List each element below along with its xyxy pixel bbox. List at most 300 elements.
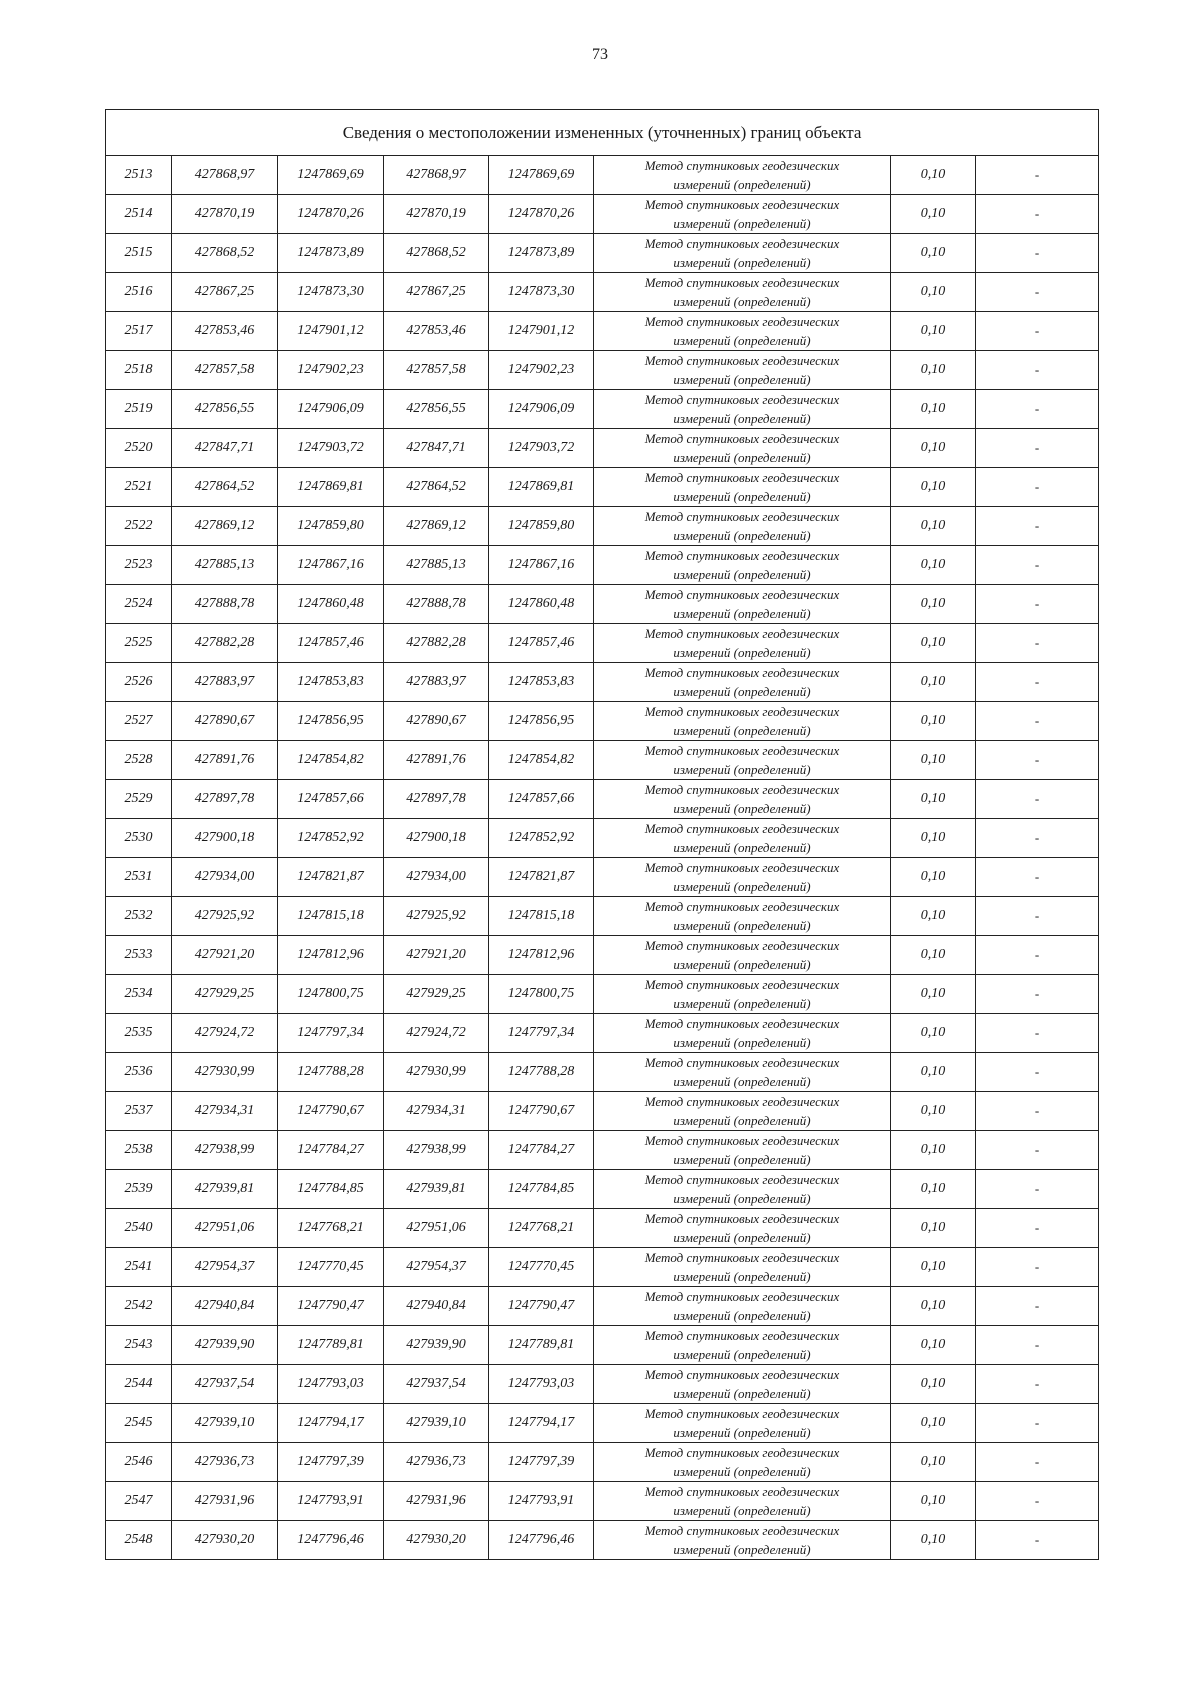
existing-y-cell: 1247860,48 <box>278 585 384 624</box>
refined-x-cell: 427930,20 <box>384 1521 489 1560</box>
refined-x-cell: 427847,71 <box>384 429 489 468</box>
table-row <box>106 1131 1099 1170</box>
point-number-cell: 2513 <box>106 156 172 195</box>
refined-y-cell: 1247854,82 <box>489 741 594 780</box>
point-number-cell: 2543 <box>106 1326 172 1365</box>
description-cell: - <box>976 624 1099 663</box>
existing-y-cell: 1247784,85 <box>278 1170 384 1209</box>
method-cell <box>594 1209 891 1248</box>
method-text-line2: измерений (определений) <box>673 1308 811 1323</box>
description-cell: - <box>976 1053 1099 1092</box>
existing-y-cell: 1247870,26 <box>278 195 384 234</box>
existing-y-cell: 1247859,80 <box>278 507 384 546</box>
point-number-cell: 2548 <box>106 1521 172 1560</box>
refined-y-cell: 1247815,18 <box>489 897 594 936</box>
existing-x-cell: 427954,37 <box>172 1248 278 1287</box>
existing-x-cell: 427857,58 <box>172 351 278 390</box>
existing-y-cell: 1247867,16 <box>278 546 384 585</box>
precision-cell: 0,10 <box>891 858 976 897</box>
point-number-cell: 2535 <box>106 1014 172 1053</box>
description-cell: - <box>976 468 1099 507</box>
method-text-line2: измерений (определений) <box>673 957 811 972</box>
existing-y-cell: 1247794,17 <box>278 1404 384 1443</box>
method-text-line1: Метод спутниковых геодезических <box>644 236 840 251</box>
page-number: 73 <box>592 46 608 63</box>
method-text-line2: измерений (определений) <box>673 1230 811 1245</box>
method-text-line1: Метод спутниковых геодезических <box>644 1133 840 1148</box>
method-text-line1: Метод спутниковых геодезических <box>644 1250 840 1265</box>
method-text-line2: измерений (определений) <box>673 840 811 855</box>
point-number-cell: 2527 <box>106 702 172 741</box>
point-number-cell: 2529 <box>106 780 172 819</box>
refined-x-cell: 427897,78 <box>384 780 489 819</box>
point-number-cell: 2536 <box>106 1053 172 1092</box>
refined-y-cell: 1247857,46 <box>489 624 594 663</box>
table-row <box>106 468 1099 507</box>
point-number-cell: 2525 <box>106 624 172 663</box>
description-cell: - <box>976 858 1099 897</box>
description-cell: - <box>976 702 1099 741</box>
method-text-line2: измерений (определений) <box>673 450 811 465</box>
refined-x-cell: 427954,37 <box>384 1248 489 1287</box>
table-row <box>106 1287 1099 1326</box>
method-text-line2: измерений (определений) <box>673 294 811 309</box>
method-cell <box>594 663 891 702</box>
table-row <box>106 1209 1099 1248</box>
method-text-line2: измерений (определений) <box>673 645 811 660</box>
existing-x-cell: 427921,20 <box>172 936 278 975</box>
existing-x-cell: 427934,31 <box>172 1092 278 1131</box>
refined-x-cell: 427857,58 <box>384 351 489 390</box>
point-number-cell: 2528 <box>106 741 172 780</box>
method-cell <box>594 1365 891 1404</box>
existing-y-cell: 1247903,72 <box>278 429 384 468</box>
refined-y-cell: 1247869,81 <box>489 468 594 507</box>
existing-x-cell: 427847,71 <box>172 429 278 468</box>
existing-x-cell: 427939,90 <box>172 1326 278 1365</box>
method-text-line2: измерений (определений) <box>673 411 811 426</box>
description-cell: - <box>976 780 1099 819</box>
precision-cell: 0,10 <box>891 819 976 858</box>
point-number-cell: 2516 <box>106 273 172 312</box>
table-row <box>106 624 1099 663</box>
table-row <box>106 1443 1099 1482</box>
method-text-line1: Метод спутниковых геодезических <box>644 938 840 953</box>
description-cell: - <box>976 741 1099 780</box>
existing-y-cell: 1247821,87 <box>278 858 384 897</box>
table-row <box>106 195 1099 234</box>
method-text-line2: измерений (определений) <box>673 879 811 894</box>
description-cell: - <box>976 1131 1099 1170</box>
method-cell <box>594 546 891 585</box>
existing-x-cell: 427885,13 <box>172 546 278 585</box>
description-cell: - <box>976 897 1099 936</box>
refined-y-cell: 1247784,85 <box>489 1170 594 1209</box>
table-row <box>106 312 1099 351</box>
point-number-cell: 2532 <box>106 897 172 936</box>
description-cell: - <box>976 1287 1099 1326</box>
precision-cell: 0,10 <box>891 975 976 1014</box>
existing-y-cell: 1247789,81 <box>278 1326 384 1365</box>
description-cell: - <box>976 351 1099 390</box>
method-text-line2: измерений (определений) <box>673 255 811 270</box>
description-cell: - <box>976 1365 1099 1404</box>
refined-x-cell: 427890,67 <box>384 702 489 741</box>
table-row <box>106 1326 1099 1365</box>
description-cell: - <box>976 234 1099 273</box>
method-text-line2: измерений (определений) <box>673 1542 811 1557</box>
method-text-line1: Метод спутниковых геодезических <box>644 821 840 836</box>
method-cell <box>594 936 891 975</box>
existing-y-cell: 1247793,91 <box>278 1482 384 1521</box>
refined-y-cell: 1247853,83 <box>489 663 594 702</box>
table-row <box>106 273 1099 312</box>
method-cell <box>594 390 891 429</box>
refined-x-cell: 427921,20 <box>384 936 489 975</box>
refined-x-cell: 427934,00 <box>384 858 489 897</box>
refined-y-cell: 1247869,69 <box>489 156 594 195</box>
point-number-cell: 2534 <box>106 975 172 1014</box>
refined-x-cell: 427885,13 <box>384 546 489 585</box>
existing-y-cell: 1247768,21 <box>278 1209 384 1248</box>
precision-cell: 0,10 <box>891 195 976 234</box>
method-cell <box>594 975 891 1014</box>
existing-x-cell: 427924,72 <box>172 1014 278 1053</box>
description-cell: - <box>976 1443 1099 1482</box>
method-text-line1: Метод спутниковых геодезических <box>644 1094 840 1109</box>
description-cell: - <box>976 273 1099 312</box>
description-cell: - <box>976 1404 1099 1443</box>
method-text-line2: измерений (определений) <box>673 1464 811 1479</box>
method-text-line1: Метод спутниковых геодезических <box>644 1055 840 1070</box>
point-number-cell: 2521 <box>106 468 172 507</box>
precision-cell: 0,10 <box>891 585 976 624</box>
table-row <box>106 1170 1099 1209</box>
precision-cell: 0,10 <box>891 702 976 741</box>
method-cell <box>594 429 891 468</box>
point-number-cell: 2541 <box>106 1248 172 1287</box>
method-text-line2: измерений (определений) <box>673 606 811 621</box>
method-text-line2: измерений (определений) <box>673 1074 811 1089</box>
refined-x-cell: 427939,81 <box>384 1170 489 1209</box>
point-number-cell: 2517 <box>106 312 172 351</box>
description-cell: - <box>976 429 1099 468</box>
precision-cell: 0,10 <box>891 1404 976 1443</box>
table-row <box>106 429 1099 468</box>
method-cell <box>594 1443 891 1482</box>
method-text-line1: Метод спутниковых геодезических <box>644 626 840 641</box>
method-text-line1: Метод спутниковых геодезических <box>644 1406 840 1421</box>
existing-y-cell: 1247853,83 <box>278 663 384 702</box>
existing-x-cell: 427890,67 <box>172 702 278 741</box>
existing-x-cell: 427897,78 <box>172 780 278 819</box>
table-row <box>106 1482 1099 1521</box>
method-text-line1: Метод спутниковых геодезических <box>644 509 840 524</box>
point-number-cell: 2547 <box>106 1482 172 1521</box>
method-text-line1: Метод спутниковых геодезических <box>644 1172 840 1187</box>
method-text-line1: Метод спутниковых геодезических <box>644 743 840 758</box>
method-cell <box>594 1014 891 1053</box>
point-number-cell: 2523 <box>106 546 172 585</box>
table-row <box>106 741 1099 780</box>
existing-y-cell: 1247854,82 <box>278 741 384 780</box>
refined-y-cell: 1247873,89 <box>489 234 594 273</box>
existing-y-cell: 1247797,34 <box>278 1014 384 1053</box>
precision-cell: 0,10 <box>891 1443 976 1482</box>
existing-y-cell: 1247856,95 <box>278 702 384 741</box>
precision-cell: 0,10 <box>891 1092 976 1131</box>
description-cell: - <box>976 663 1099 702</box>
method-cell <box>594 897 891 936</box>
refined-y-cell: 1247812,96 <box>489 936 594 975</box>
precision-cell: 0,10 <box>891 312 976 351</box>
existing-y-cell: 1247800,75 <box>278 975 384 1014</box>
method-text-line1: Метод спутниковых геодезических <box>644 548 840 563</box>
method-text-line1: Метод спутниковых геодезических <box>644 587 840 602</box>
precision-cell: 0,10 <box>891 273 976 312</box>
refined-x-cell: 427939,10 <box>384 1404 489 1443</box>
refined-x-cell: 427868,52 <box>384 234 489 273</box>
refined-x-cell: 427937,54 <box>384 1365 489 1404</box>
table-row <box>106 507 1099 546</box>
existing-y-cell: 1247770,45 <box>278 1248 384 1287</box>
point-number-cell: 2526 <box>106 663 172 702</box>
refined-x-cell: 427931,96 <box>384 1482 489 1521</box>
refined-y-cell: 1247902,23 <box>489 351 594 390</box>
refined-y-cell: 1247784,27 <box>489 1131 594 1170</box>
existing-x-cell: 427869,12 <box>172 507 278 546</box>
method-text-line1: Метод спутниковых геодезических <box>644 392 840 407</box>
point-number-cell: 2519 <box>106 390 172 429</box>
refined-x-cell: 427925,92 <box>384 897 489 936</box>
method-cell <box>594 585 891 624</box>
existing-x-cell: 427882,28 <box>172 624 278 663</box>
existing-x-cell: 427867,25 <box>172 273 278 312</box>
table-row <box>106 585 1099 624</box>
method-text-line2: измерений (определений) <box>673 1386 811 1401</box>
method-text-line2: измерений (определений) <box>673 1503 811 1518</box>
description-cell: - <box>976 156 1099 195</box>
point-number-cell: 2533 <box>106 936 172 975</box>
refined-x-cell: 427864,52 <box>384 468 489 507</box>
point-number-cell: 2531 <box>106 858 172 897</box>
existing-x-cell: 427934,00 <box>172 858 278 897</box>
method-cell <box>594 1287 891 1326</box>
description-cell: - <box>976 585 1099 624</box>
table-row <box>106 1521 1099 1560</box>
refined-y-cell: 1247788,28 <box>489 1053 594 1092</box>
existing-x-cell: 427939,81 <box>172 1170 278 1209</box>
description-cell: - <box>976 312 1099 351</box>
refined-y-cell: 1247796,46 <box>489 1521 594 1560</box>
precision-cell: 0,10 <box>891 390 976 429</box>
existing-y-cell: 1247784,27 <box>278 1131 384 1170</box>
method-text-line2: измерений (определений) <box>673 1152 811 1167</box>
method-cell <box>594 624 891 663</box>
method-text-line2: измерений (определений) <box>673 489 811 504</box>
existing-x-cell: 427868,97 <box>172 156 278 195</box>
precision-cell: 0,10 <box>891 156 976 195</box>
method-cell <box>594 780 891 819</box>
existing-y-cell: 1247906,09 <box>278 390 384 429</box>
method-cell <box>594 1248 891 1287</box>
refined-y-cell: 1247903,72 <box>489 429 594 468</box>
method-cell <box>594 702 891 741</box>
existing-x-cell: 427936,73 <box>172 1443 278 1482</box>
method-text-line1: Метод спутниковых геодезических <box>644 1289 840 1304</box>
method-text-line2: измерений (определений) <box>673 1113 811 1128</box>
refined-y-cell: 1247797,39 <box>489 1443 594 1482</box>
existing-y-cell: 1247901,12 <box>278 312 384 351</box>
precision-cell: 0,10 <box>891 546 976 585</box>
refined-y-cell: 1247768,21 <box>489 1209 594 1248</box>
refined-y-cell: 1247860,48 <box>489 585 594 624</box>
method-text-line1: Метод спутниковых геодезических <box>644 1523 840 1538</box>
refined-y-cell: 1247859,80 <box>489 507 594 546</box>
description-cell: - <box>976 390 1099 429</box>
point-number-cell: 2540 <box>106 1209 172 1248</box>
precision-cell: 0,10 <box>891 936 976 975</box>
precision-cell: 0,10 <box>891 234 976 273</box>
table-row <box>106 663 1099 702</box>
method-text-line2: измерений (определений) <box>673 528 811 543</box>
method-text-line1: Метод спутниковых геодезических <box>644 665 840 680</box>
method-text-line2: измерений (определений) <box>673 801 811 816</box>
existing-x-cell: 427891,76 <box>172 741 278 780</box>
precision-cell: 0,10 <box>891 1326 976 1365</box>
refined-x-cell: 427869,12 <box>384 507 489 546</box>
method-cell <box>594 1053 891 1092</box>
method-cell <box>594 741 891 780</box>
table-row <box>106 1092 1099 1131</box>
precision-cell: 0,10 <box>891 1209 976 1248</box>
method-cell <box>594 1326 891 1365</box>
method-text-line1: Метод спутниковых геодезических <box>644 314 840 329</box>
table-row <box>106 156 1099 195</box>
method-text-line2: измерений (определений) <box>673 372 811 387</box>
refined-y-cell: 1247797,34 <box>489 1014 594 1053</box>
method-cell <box>594 1521 891 1560</box>
method-text-line2: измерений (определений) <box>673 1035 811 1050</box>
refined-x-cell: 427870,19 <box>384 195 489 234</box>
table-row <box>106 1404 1099 1443</box>
existing-x-cell: 427900,18 <box>172 819 278 858</box>
refined-y-cell: 1247770,45 <box>489 1248 594 1287</box>
point-number-cell: 2545 <box>106 1404 172 1443</box>
refined-x-cell: 427951,06 <box>384 1209 489 1248</box>
precision-cell: 0,10 <box>891 741 976 780</box>
description-cell: - <box>976 507 1099 546</box>
method-cell <box>594 234 891 273</box>
refined-x-cell: 427934,31 <box>384 1092 489 1131</box>
point-number-cell: 2514 <box>106 195 172 234</box>
point-number-cell: 2542 <box>106 1287 172 1326</box>
method-text-line1: Метод спутниковых геодезических <box>644 860 840 875</box>
precision-cell: 0,10 <box>891 1287 976 1326</box>
method-text-line1: Метод спутниковых геодезических <box>644 1367 840 1382</box>
existing-x-cell: 427930,99 <box>172 1053 278 1092</box>
refined-x-cell: 427891,76 <box>384 741 489 780</box>
existing-y-cell: 1247793,03 <box>278 1365 384 1404</box>
method-text-line2: измерений (определений) <box>673 216 811 231</box>
refined-x-cell: 427883,97 <box>384 663 489 702</box>
description-cell: - <box>976 1521 1099 1560</box>
point-number-cell: 2524 <box>106 585 172 624</box>
method-text-line2: измерений (определений) <box>673 1347 811 1362</box>
existing-x-cell: 427951,06 <box>172 1209 278 1248</box>
description-cell: - <box>976 975 1099 1014</box>
method-text-line1: Метод спутниковых геодезических <box>644 1484 840 1499</box>
refined-x-cell: 427929,25 <box>384 975 489 1014</box>
method-text-line1: Метод спутниковых геодезических <box>644 1211 840 1226</box>
existing-x-cell: 427853,46 <box>172 312 278 351</box>
refined-y-cell: 1247790,67 <box>489 1092 594 1131</box>
table-row <box>106 819 1099 858</box>
boundary-coordinates-table <box>105 109 1099 1560</box>
description-cell: - <box>976 819 1099 858</box>
method-text-line2: измерений (определений) <box>673 1425 811 1440</box>
precision-cell: 0,10 <box>891 468 976 507</box>
method-cell <box>594 858 891 897</box>
existing-y-cell: 1247788,28 <box>278 1053 384 1092</box>
method-text-line2: измерений (определений) <box>673 567 811 582</box>
refined-x-cell: 427938,99 <box>384 1131 489 1170</box>
method-text-line2: измерений (определений) <box>673 333 811 348</box>
refined-y-cell: 1247873,30 <box>489 273 594 312</box>
table-row <box>106 546 1099 585</box>
method-text-line1: Метод спутниковых геодезических <box>644 431 840 446</box>
precision-cell: 0,10 <box>891 1131 976 1170</box>
precision-cell: 0,10 <box>891 663 976 702</box>
refined-x-cell: 427936,73 <box>384 1443 489 1482</box>
method-text-line2: измерений (определений) <box>673 1269 811 1284</box>
method-cell <box>594 273 891 312</box>
method-cell <box>594 1170 891 1209</box>
existing-x-cell: 427870,19 <box>172 195 278 234</box>
method-cell <box>594 819 891 858</box>
table-row <box>106 390 1099 429</box>
description-cell: - <box>976 1014 1099 1053</box>
description-cell: - <box>976 1170 1099 1209</box>
existing-x-cell: 427929,25 <box>172 975 278 1014</box>
existing-y-cell: 1247790,67 <box>278 1092 384 1131</box>
refined-x-cell: 427867,25 <box>384 273 489 312</box>
method-text-line1: Метод спутниковых геодезических <box>644 353 840 368</box>
existing-x-cell: 427864,52 <box>172 468 278 507</box>
method-text-line1: Метод спутниковых геодезических <box>644 275 840 290</box>
refined-y-cell: 1247870,26 <box>489 195 594 234</box>
point-number-cell: 2544 <box>106 1365 172 1404</box>
method-text-line2: измерений (определений) <box>673 996 811 1011</box>
method-cell <box>594 1131 891 1170</box>
existing-y-cell: 1247812,96 <box>278 936 384 975</box>
refined-x-cell: 427939,90 <box>384 1326 489 1365</box>
point-number-cell: 2537 <box>106 1092 172 1131</box>
refined-x-cell: 427853,46 <box>384 312 489 351</box>
method-cell <box>594 195 891 234</box>
table-row <box>106 1053 1099 1092</box>
precision-cell: 0,10 <box>891 429 976 468</box>
method-cell <box>594 1404 891 1443</box>
table-row <box>106 975 1099 1014</box>
method-text-line1: Метод спутниковых геодезических <box>644 1016 840 1031</box>
refined-x-cell: 427924,72 <box>384 1014 489 1053</box>
precision-cell: 0,10 <box>891 1521 976 1560</box>
method-text-line2: измерений (определений) <box>673 762 811 777</box>
point-number-cell: 2539 <box>106 1170 172 1209</box>
table-title-row <box>106 110 1099 156</box>
method-text-line1: Метод спутниковых геодезических <box>644 1445 840 1460</box>
